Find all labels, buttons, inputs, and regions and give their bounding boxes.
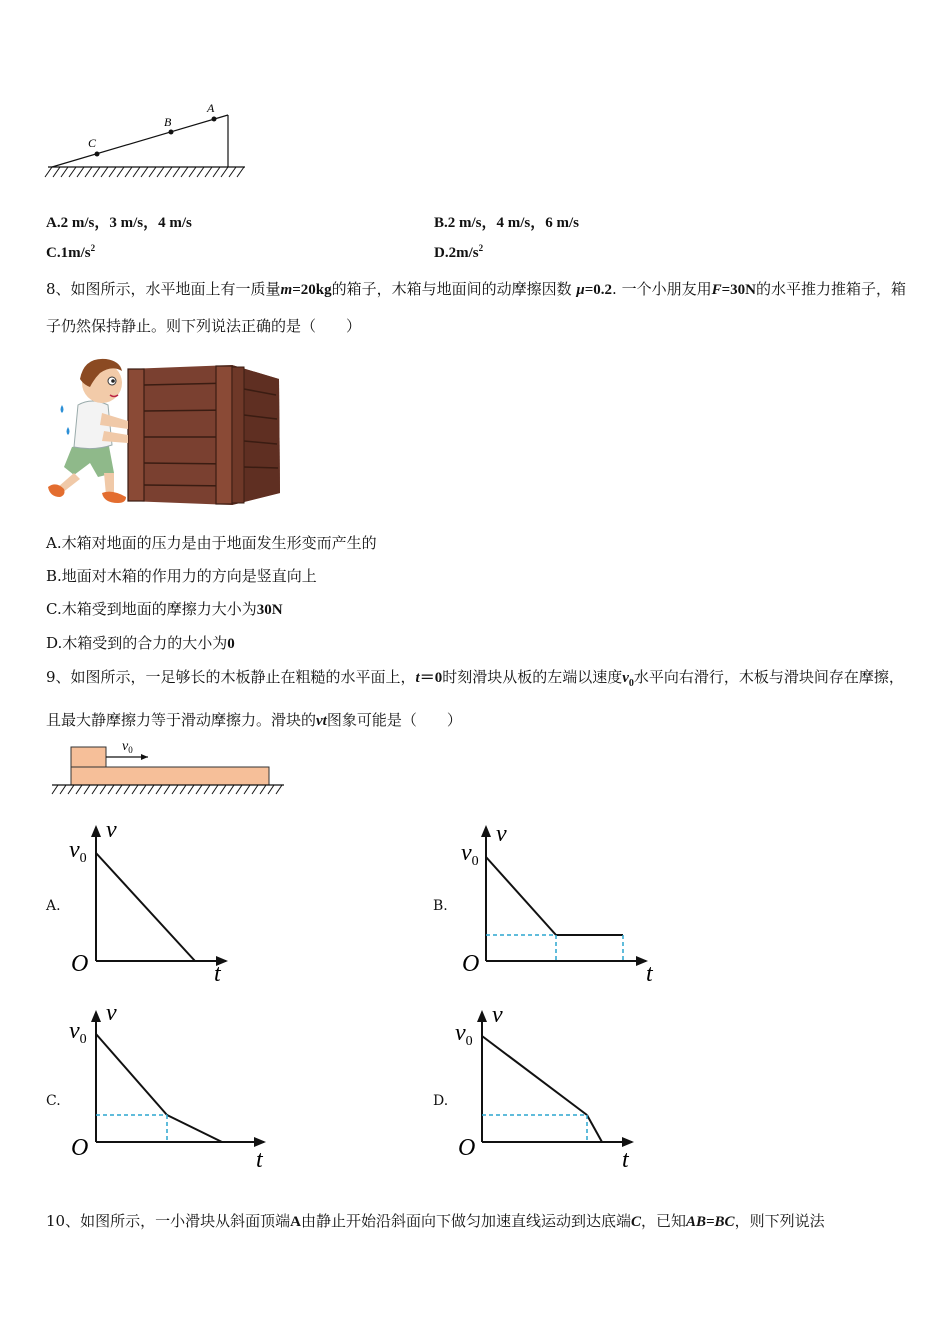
point-a-label: A bbox=[207, 101, 215, 115]
t-axis-label: t bbox=[622, 1147, 629, 1173]
v0-label: $v_0$ bbox=[69, 1018, 87, 1047]
t-axis-label: t bbox=[214, 961, 221, 987]
origin-label: O bbox=[71, 1135, 89, 1161]
choice-a-label: A. bbox=[46, 898, 61, 914]
vt-line bbox=[96, 853, 195, 961]
v0-label: $v_0$ bbox=[461, 840, 479, 869]
point-b-dot bbox=[169, 130, 174, 135]
vt-line-shallow bbox=[167, 1115, 222, 1142]
vt-line-steep bbox=[96, 1034, 167, 1115]
v-axis-label: v bbox=[492, 1002, 503, 1028]
velocity-label: $v_0$ bbox=[122, 739, 133, 755]
vt-graph-a bbox=[66, 815, 246, 990]
vt-line-steep bbox=[587, 1115, 602, 1142]
q8-option-d: D.木箱受到的合力的大小为0 bbox=[46, 634, 235, 652]
point-a-dot bbox=[212, 117, 217, 122]
v-axis-label: v bbox=[106, 1000, 117, 1026]
q9-stem: 9、如图所示，一足够长的木板静止在粗糙的水平面上，t＝0时刻滑块从板的左端以速度$v_0$水平向右滑行，木板与滑块间存在摩擦，且最大静摩擦力等于滑动摩擦力。滑块的vt图象可能是（ ） bbox=[46, 668, 904, 729]
q7-option-d: $D.2m/s^2$ bbox=[434, 243, 484, 261]
vt-graph-b bbox=[456, 815, 666, 990]
point-c-dot bbox=[95, 152, 100, 157]
origin-label: O bbox=[458, 1135, 476, 1161]
v-axis-label: v bbox=[496, 821, 507, 847]
q8-stem: 8、如图所示，水平地面上有一质量m=20kg的箱子，木箱与地面间的动摩擦因数 μ=0.2. 一个小朋友用F=30N的水平推力推箱子，箱子仍然保持静止。则下列说法正确的是（ ） bbox=[46, 280, 907, 335]
vt-graph-c bbox=[66, 1000, 281, 1175]
point-c-label: C bbox=[88, 136, 97, 150]
board-block-figure bbox=[48, 735, 288, 799]
incline-figure bbox=[40, 95, 260, 185]
choice-b-label: B. bbox=[433, 898, 448, 914]
choice-c-label: C. bbox=[46, 1093, 61, 1109]
q8-option-a: A.木箱对地面的压力是由于地面发生形变而产生的 bbox=[46, 534, 377, 552]
crate bbox=[128, 365, 280, 505]
choice-d-label: D. bbox=[433, 1093, 449, 1109]
origin-label: O bbox=[71, 951, 89, 977]
block bbox=[71, 747, 106, 767]
q7-option-a: A.2 m/s，3 m/s，4 m/s bbox=[46, 215, 192, 231]
q7-option-c: $C.1m/s^2$ bbox=[46, 243, 96, 261]
q10-stem: 10、如图所示，一小滑块从斜面顶端A由静止开始沿斜面向下做匀加速直线运动到达底端C，已知AB=BC，则下列说法 bbox=[46, 1212, 825, 1230]
v-axis-label: v bbox=[106, 817, 117, 843]
vt-line-shallow bbox=[482, 1036, 587, 1115]
q8-option-c: C.木箱受到地面的摩擦力大小为30N bbox=[46, 600, 283, 618]
vt-line-decel bbox=[486, 857, 556, 935]
v0-label: $v_0$ bbox=[455, 1020, 473, 1049]
vt-graph-d bbox=[452, 1000, 652, 1175]
q7-option-b: B.2 m/s，4 m/s，6 m/s bbox=[434, 215, 580, 231]
child-pushing-crate-figure bbox=[44, 355, 284, 510]
origin-label: O bbox=[462, 951, 480, 977]
v0-label: $v_0$ bbox=[69, 837, 87, 866]
point-b-label: B bbox=[164, 115, 172, 129]
t-axis-label: t bbox=[646, 961, 653, 987]
t-axis-label: t bbox=[256, 1147, 263, 1173]
q8-option-b: B.地面对木箱的作用力的方向是竖直向上 bbox=[46, 567, 317, 585]
board bbox=[71, 767, 269, 785]
